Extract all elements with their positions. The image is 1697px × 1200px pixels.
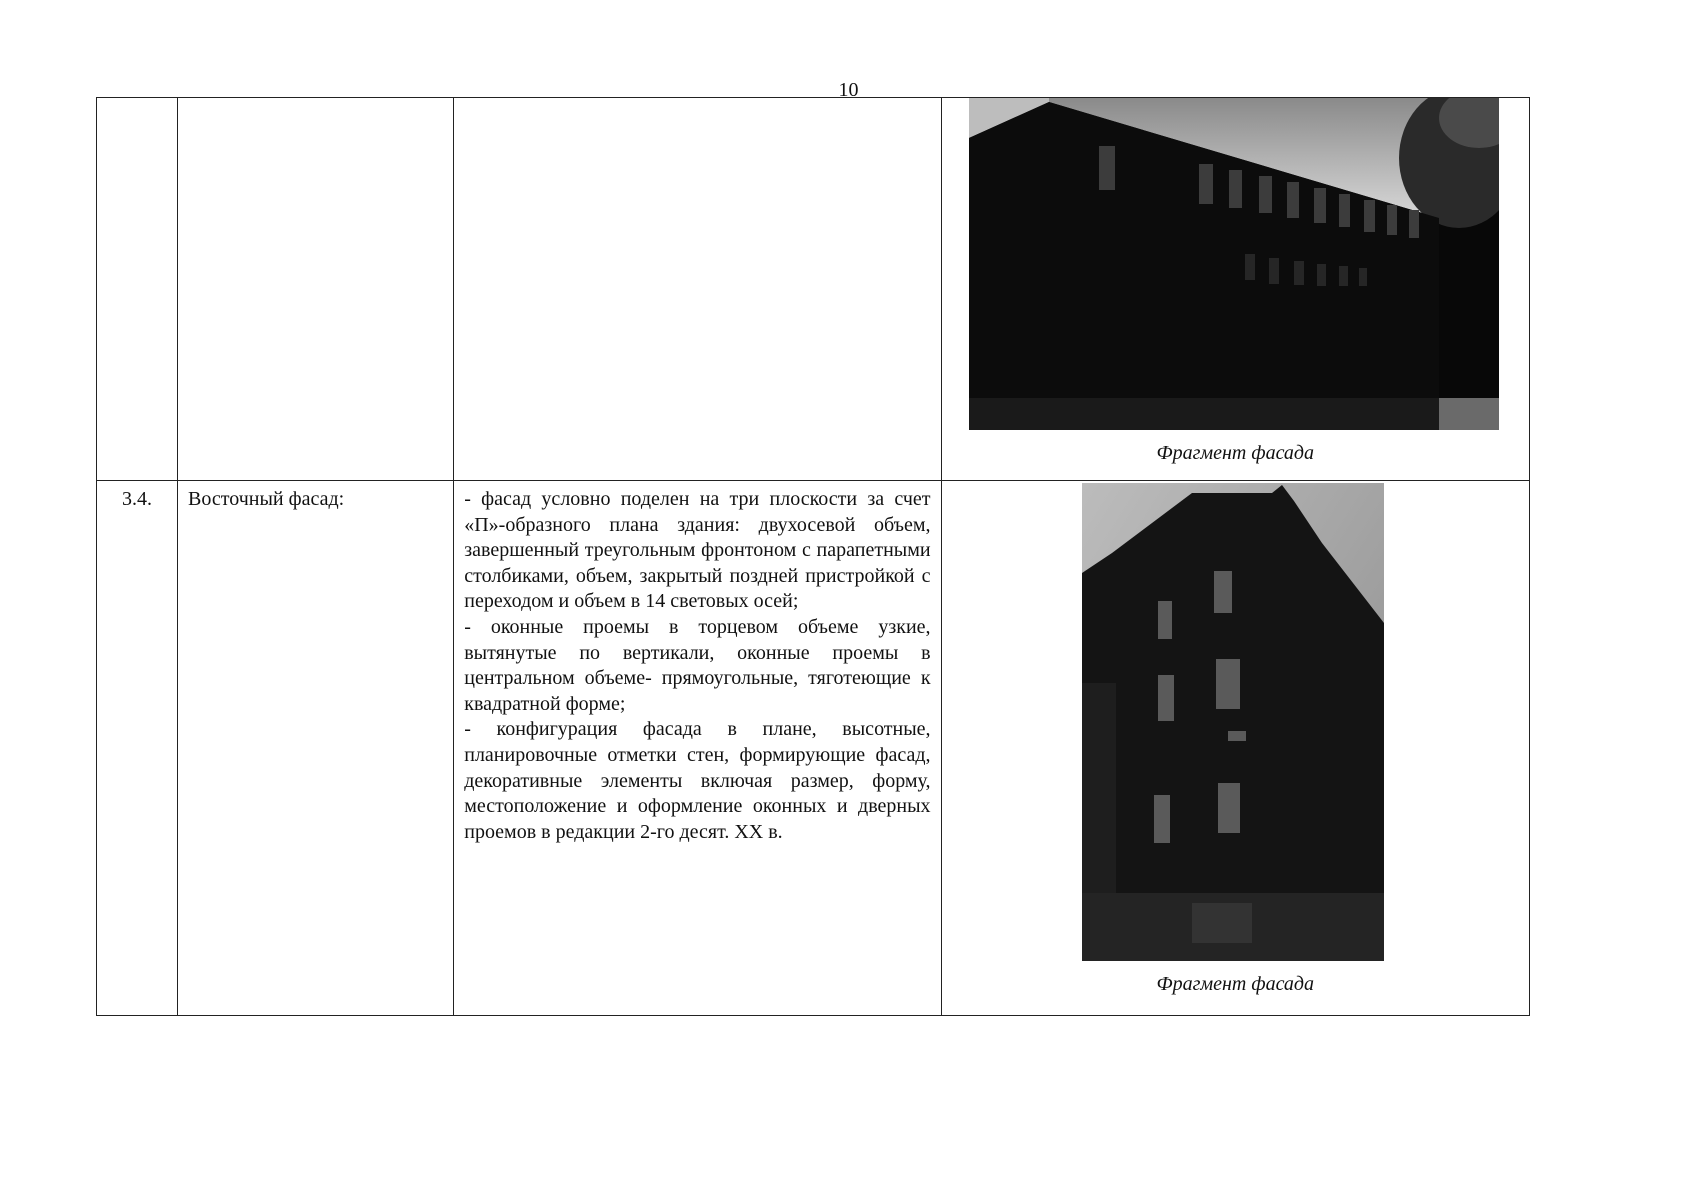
element-name: Восточный фасад:: [178, 481, 454, 1016]
photo-caption: Фрагмент фасада: [1156, 442, 1315, 464]
page-number: 10: [838, 79, 859, 101]
photo-cell: [941, 481, 1529, 1016]
element-description: [454, 481, 941, 1016]
description-paragraph: - конфигурация фасада в плане, высотные, планировочные отметки стен, формирующие фасад, декоративные элементы включая размер, форму, местоположение и оформление оконных и дверных проемов в редакции 2-го десят. XX в.: [464, 718, 931, 843]
facade-photo: [969, 98, 1499, 430]
building-facade-photo-icon: [1082, 483, 1384, 961]
element-description: [454, 98, 941, 481]
element-name: [178, 98, 454, 481]
photo-caption: Фрагмент фасада: [1156, 973, 1315, 995]
description-paragraph: - оконные проемы в торцевом объеме узкие, вытянутые по вертикали, оконные проемы в центральном объеме- прямоугольные, тяготеющие к квадратной форме;: [464, 615, 931, 715]
table-row: [97, 98, 1530, 481]
photo-cell: [941, 98, 1529, 481]
description-paragraph: - фасад условно поделен на три плоскости за счет «П»-образного плана здания: двухосевой объем, завершенный треугольным фронтоном с парапетными столбиками, объем, закрытый поздней пристройкой с переходом и объем в 14 световых осей;: [464, 488, 931, 613]
facade-table: [96, 97, 1530, 1016]
facade-photo: [1082, 483, 1384, 961]
row-number: 3.4.: [97, 481, 178, 1016]
building-facade-photo-icon: [969, 98, 1499, 430]
row-number: [97, 98, 178, 481]
table-row: [97, 481, 1530, 1016]
